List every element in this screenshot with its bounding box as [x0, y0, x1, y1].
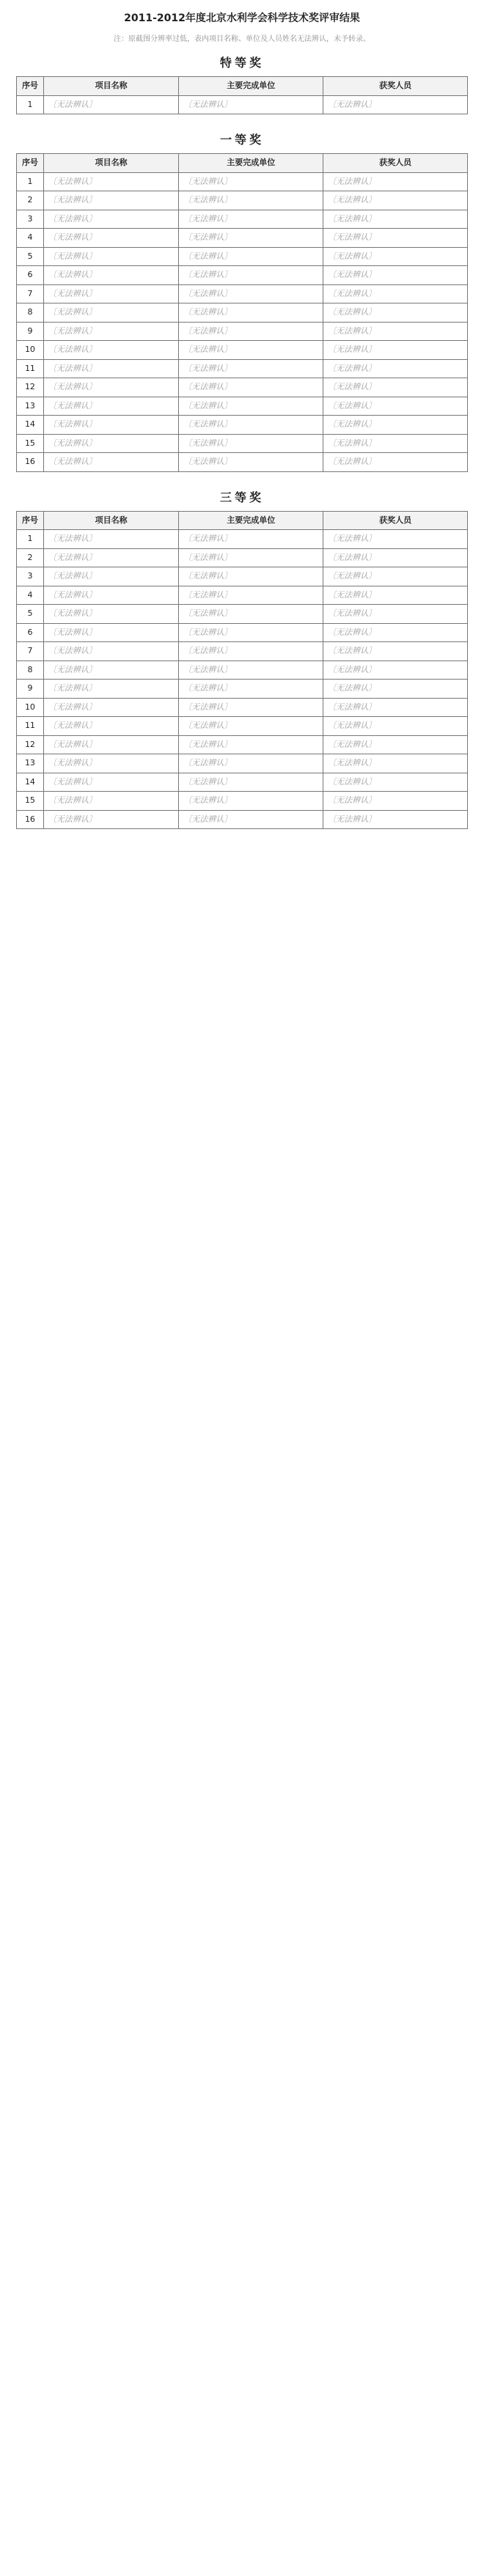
project-cell: 〔无法辨认〕: [43, 660, 179, 680]
project-cell: 〔无法辨认〕: [43, 810, 179, 829]
table-row: [17, 416, 468, 435]
table-row: [17, 322, 468, 341]
row-number: 5: [17, 247, 44, 266]
table-row: [17, 453, 468, 472]
table-row: [17, 266, 468, 285]
people-cell: 〔无法辨认〕: [323, 266, 468, 285]
people-cell: 〔无法辨认〕: [323, 397, 468, 416]
project-cell: 〔无法辨认〕: [43, 191, 179, 210]
table-row: [17, 172, 468, 191]
project-cell: 〔无法辨认〕: [43, 172, 179, 191]
people-cell: 〔无法辨认〕: [323, 341, 468, 360]
row-number: 6: [17, 266, 44, 285]
project-cell: 〔无法辨认〕: [43, 284, 179, 303]
unit-cell: 〔无法辨认〕: [179, 341, 323, 360]
section-first: [16, 130, 468, 472]
table-row: [17, 792, 468, 811]
table-row: [17, 530, 468, 549]
unit-cell: 〔无法辨认〕: [179, 754, 323, 773]
people-cell: 〔无法辨认〕: [323, 605, 468, 624]
column-header-unit: 主要完成单位: [179, 154, 323, 173]
row-number: 13: [17, 397, 44, 416]
project-cell: 〔无法辨认〕: [43, 735, 179, 754]
row-number: 2: [17, 548, 44, 567]
project-cell: 〔无法辨认〕: [43, 434, 179, 453]
table-row: [17, 359, 468, 378]
section-third: [16, 488, 468, 830]
unit-cell: 〔无法辨认〕: [179, 453, 323, 472]
people-cell: 〔无法辨认〕: [323, 567, 468, 586]
row-number: 8: [17, 303, 44, 323]
project-cell: 〔无法辨认〕: [43, 567, 179, 586]
table-row: [17, 434, 468, 453]
unit-cell: 〔无法辨认〕: [179, 717, 323, 736]
people-cell: 〔无法辨认〕: [323, 210, 468, 229]
table-row: [17, 660, 468, 680]
unit-cell: 〔无法辨认〕: [179, 548, 323, 567]
row-number: 16: [17, 453, 44, 472]
project-cell: 〔无法辨认〕: [43, 717, 179, 736]
unit-cell: 〔无法辨认〕: [179, 359, 323, 378]
unit-cell: 〔无法辨认〕: [179, 623, 323, 642]
project-cell: 〔无法辨认〕: [43, 266, 179, 285]
unit-cell: 〔无法辨认〕: [179, 567, 323, 586]
project-cell: 〔无法辨认〕: [43, 773, 179, 792]
unit-cell: 〔无法辨认〕: [179, 698, 323, 717]
column-header-unit: 主要完成单位: [179, 511, 323, 530]
project-cell: 〔无法辨认〕: [43, 548, 179, 567]
row-number: 16: [17, 810, 44, 829]
table-row: [17, 586, 468, 605]
unit-cell: 〔无法辨认〕: [179, 810, 323, 829]
row-number: 7: [17, 284, 44, 303]
table-row: [17, 717, 468, 736]
award-sections: [16, 54, 468, 829]
table-row: [17, 605, 468, 624]
row-number: 7: [17, 642, 44, 661]
unit-cell: 〔无法辨认〕: [179, 586, 323, 605]
document-title: 2011-2012年度北京水利学会科学技术奖评审结果: [124, 12, 360, 24]
section-title: 一等奖: [219, 133, 264, 147]
award-table: [16, 511, 468, 830]
row-number: 3: [17, 210, 44, 229]
unit-cell: 〔无法辨认〕: [179, 229, 323, 248]
table-row: [17, 378, 468, 397]
people-cell: 〔无法辨认〕: [323, 698, 468, 717]
row-number: 3: [17, 567, 44, 586]
column-header-people: 获奖人员: [323, 77, 468, 96]
people-cell: 〔无法辨认〕: [323, 172, 468, 191]
project-cell: 〔无法辨认〕: [43, 754, 179, 773]
project-cell: 〔无法辨认〕: [43, 416, 179, 435]
people-cell: 〔无法辨认〕: [323, 735, 468, 754]
row-number: 9: [17, 680, 44, 699]
project-cell: 〔无法辨认〕: [43, 397, 179, 416]
unit-cell: 〔无法辨认〕: [179, 172, 323, 191]
section-title: 特等奖: [219, 56, 264, 70]
unit-cell: 〔无法辨认〕: [179, 605, 323, 624]
table-row: [17, 210, 468, 229]
project-cell: 〔无法辨认〕: [43, 341, 179, 360]
people-cell: 〔无法辨认〕: [323, 191, 468, 210]
people-cell: 〔无法辨认〕: [323, 284, 468, 303]
project-cell: 〔无法辨认〕: [43, 359, 179, 378]
row-number: 1: [17, 172, 44, 191]
people-cell: 〔无法辨认〕: [323, 229, 468, 248]
unit-cell: 〔无法辨认〕: [179, 284, 323, 303]
project-cell: 〔无法辨认〕: [43, 586, 179, 605]
people-cell: 〔无法辨认〕: [323, 434, 468, 453]
unit-cell: 〔无法辨认〕: [179, 642, 323, 661]
project-cell: 〔无法辨认〕: [43, 605, 179, 624]
column-header-number: 序号: [17, 154, 44, 173]
project-cell: 〔无法辨认〕: [43, 247, 179, 266]
people-cell: 〔无法辨认〕: [323, 660, 468, 680]
unit-cell: 〔无法辨认〕: [179, 434, 323, 453]
unit-cell: 〔无法辨认〕: [179, 773, 323, 792]
row-number: 4: [17, 586, 44, 605]
unit-cell: 〔无法辨认〕: [179, 680, 323, 699]
column-header-people: 获奖人员: [323, 154, 468, 173]
unit-cell: 〔无法辨认〕: [179, 792, 323, 811]
unit-cell: 〔无法辨认〕: [179, 322, 323, 341]
row-number: 11: [17, 717, 44, 736]
unit-cell: 〔无法辨认〕: [179, 660, 323, 680]
table-row: [17, 548, 468, 567]
project-cell: 〔无法辨认〕: [43, 453, 179, 472]
project-cell: 〔无法辨认〕: [43, 95, 179, 114]
project-cell: 〔无法辨认〕: [43, 378, 179, 397]
row-number: 5: [17, 605, 44, 624]
table-row: [17, 773, 468, 792]
people-cell: 〔无法辨认〕: [323, 416, 468, 435]
people-cell: 〔无法辨认〕: [323, 303, 468, 323]
project-cell: 〔无法辨认〕: [43, 322, 179, 341]
column-header-number: 序号: [17, 77, 44, 96]
legibility-note: 注：原截图分辨率过低，表内项目名称、单位及人员姓名无法辨认，未予转录。: [114, 35, 370, 43]
unit-cell: 〔无法辨认〕: [179, 397, 323, 416]
table-row: [17, 810, 468, 829]
table-row: [17, 397, 468, 416]
people-cell: 〔无法辨认〕: [323, 453, 468, 472]
column-header-project: 项目名称: [43, 154, 179, 173]
table-row: [17, 754, 468, 773]
project-cell: 〔无法辨认〕: [43, 229, 179, 248]
row-number: 9: [17, 322, 44, 341]
row-number: 10: [17, 698, 44, 717]
section-special: [16, 54, 468, 114]
people-cell: 〔无法辨认〕: [323, 642, 468, 661]
table-row: [17, 303, 468, 323]
row-number: 13: [17, 754, 44, 773]
table-row: [17, 191, 468, 210]
people-cell: 〔无法辨认〕: [323, 95, 468, 114]
unit-cell: 〔无法辨认〕: [179, 416, 323, 435]
row-number: 12: [17, 735, 44, 754]
table-row: [17, 735, 468, 754]
row-number: 14: [17, 416, 44, 435]
people-cell: 〔无法辨认〕: [323, 792, 468, 811]
table-row: [17, 680, 468, 699]
row-number: 4: [17, 229, 44, 248]
row-number: 11: [17, 359, 44, 378]
row-number: 8: [17, 660, 44, 680]
people-cell: 〔无法辨认〕: [323, 680, 468, 699]
row-number: 1: [17, 530, 44, 549]
unit-cell: 〔无法辨认〕: [179, 378, 323, 397]
people-cell: 〔无法辨认〕: [323, 247, 468, 266]
row-number: 2: [17, 191, 44, 210]
unit-cell: 〔无法辨认〕: [179, 303, 323, 323]
unit-cell: 〔无法辨认〕: [179, 95, 323, 114]
column-header-people: 获奖人员: [323, 511, 468, 530]
people-cell: 〔无法辨认〕: [323, 378, 468, 397]
project-cell: 〔无法辨认〕: [43, 530, 179, 549]
award-table: [16, 76, 468, 114]
project-cell: 〔无法辨认〕: [43, 792, 179, 811]
unit-cell: 〔无法辨认〕: [179, 247, 323, 266]
project-cell: 〔无法辨认〕: [43, 698, 179, 717]
table-row: [17, 229, 468, 248]
people-cell: 〔无法辨认〕: [323, 717, 468, 736]
project-cell: 〔无法辨认〕: [43, 623, 179, 642]
project-cell: 〔无法辨认〕: [43, 680, 179, 699]
table-row: [17, 341, 468, 360]
table-row: [17, 698, 468, 717]
row-number: 10: [17, 341, 44, 360]
column-header-project: 项目名称: [43, 511, 179, 530]
project-cell: 〔无法辨认〕: [43, 642, 179, 661]
table-row: [17, 567, 468, 586]
table-row: [17, 247, 468, 266]
table-row: [17, 642, 468, 661]
project-cell: 〔无法辨认〕: [43, 210, 179, 229]
row-number: 6: [17, 623, 44, 642]
row-number: 14: [17, 773, 44, 792]
document-page: [0, 0, 484, 853]
people-cell: 〔无法辨认〕: [323, 810, 468, 829]
project-cell: 〔无法辨认〕: [43, 303, 179, 323]
award-table: [16, 153, 468, 472]
row-number: 15: [17, 434, 44, 453]
people-cell: 〔无法辨认〕: [323, 322, 468, 341]
section-title: 三等奖: [219, 490, 264, 504]
row-number: 1: [17, 95, 44, 114]
people-cell: 〔无法辨认〕: [323, 754, 468, 773]
row-number: 12: [17, 378, 44, 397]
unit-cell: 〔无法辨认〕: [179, 266, 323, 285]
people-cell: 〔无法辨认〕: [323, 623, 468, 642]
unit-cell: 〔无法辨认〕: [179, 735, 323, 754]
people-cell: 〔无法辨认〕: [323, 530, 468, 549]
column-header-project: 项目名称: [43, 77, 179, 96]
people-cell: 〔无法辨认〕: [323, 359, 468, 378]
column-header-number: 序号: [17, 511, 44, 530]
unit-cell: 〔无法辨认〕: [179, 191, 323, 210]
table-row: [17, 623, 468, 642]
row-number: 15: [17, 792, 44, 811]
people-cell: 〔无法辨认〕: [323, 548, 468, 567]
unit-cell: 〔无法辨认〕: [179, 210, 323, 229]
people-cell: 〔无法辨认〕: [323, 773, 468, 792]
table-row: [17, 95, 468, 114]
unit-cell: 〔无法辨认〕: [179, 530, 323, 549]
table-row: [17, 284, 468, 303]
column-header-unit: 主要完成单位: [179, 77, 323, 96]
people-cell: 〔无法辨认〕: [323, 586, 468, 605]
